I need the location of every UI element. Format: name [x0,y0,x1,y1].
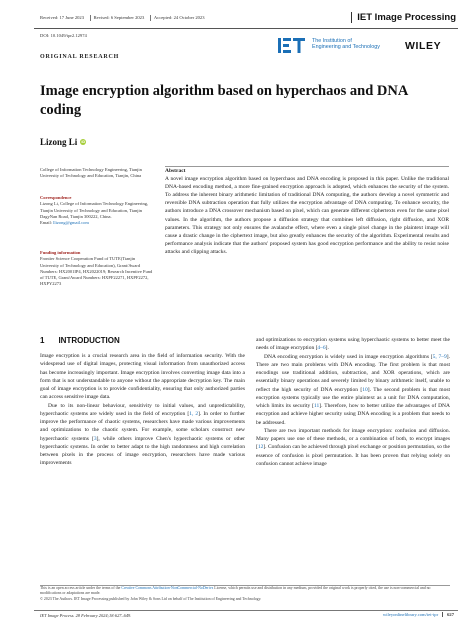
abstract-text: A novel image encryption algorithm based on hyperchaos and DNA encoding is proposed in this paper. Unlike the traditional DNA-based encoding method, a more fine-grained encryption approach is adopted, which enhances the security of the system. To address the inherent binary arithmetic limitation of traditional DNA computing, the authors develop a novel symmetric and reversible DNA subtraction operation that fully utilizes the encryption advantage of DNA computing. To enhance security, the authors introduce a DNA crossover mechanism based on pixel, which can generate different ciphertexts even for the same pixel values. In the algorithm, the authors propose a diffusion strategy that combines left diffusion, right diffusion, and XOR parameters. This strategy not only ensures the avalanche effect, where even a single pixel change in the plaintext image will cause a drastic change in the ciphertext image, but also greatly enhances the security of the algorithm. Experimental results and performance analysis indicate that the authors' proposed system has good encryption performance and the ability to resist noise attacks and clipping attacks. [165,176,449,255]
bottom-rule [34,610,458,611]
correspondence-heading: Correspondence [40,195,72,200]
paragraph-text: Image encryption is a crucial research area in the field of information security. With the widespread use of digital images, protecting visual information from unauthorized access has become increasingly important. Image encryption involves converting image data into a form that is not understandable to anyone without the appropriate decryption key. The main goal of image encryption is to provide confidentiality, ensuring that only authorized parties can access sensitive image data. [40,353,245,401]
journal-url[interactable]: wileyonlinelibrary.com/iet-ipr [382,612,439,617]
divider [150,15,151,21]
paragraph-text: ], while others improve Chen's hyperchaotic systems or other hyperchaotic systems. In order to better adapt to the high randomness and high correlation between pixels in the process of image encryption, researchers have made various improvements [40,435,245,467]
funding-heading: Funding information [40,250,81,255]
divider [90,15,91,21]
funding-text: Frontier Science Cooperation Fund of TUTE(Tianjin University of Technology and Education), Grant/Award Numbers: HX2001IP4, HX2022019; Research Incentive Fund of TUTE, Grant/Award Numbers: HXPF22271, HXPF2272, HXPY2273 [40,256,153,287]
paragraph-text: There are two important methods for image encryption: confusion and diffusion. Many papers use one of these methods, or a combination of both, to encrypt images [ [256,427,450,451]
page-number: 627 [442,612,454,617]
body-paragraph [256,336,450,353]
author-line [40,137,86,147]
iet-line-2: Engineering and Technology [312,44,380,51]
abstract-heading: Abstract [165,168,186,174]
funding-block [40,250,153,288]
orcid-icon[interactable]: iD [81,140,86,144]
article-type: ORIGINAL RESEARCH [40,54,120,60]
iet-name [312,38,380,51]
correspondence-text: Lizong Li, College of Information Technology Engineering, Tianjin University of Technology and Education, Tianjin DagyNan Road, Tianjin 300222, China. [40,201,149,219]
abstract [165,167,449,256]
paragraph-text: ]. The second problem is that most encryption systems typically use the entire plaintext as a unit for DNA computation, which limits its security [ [256,386,451,409]
paragraph-text: ]. Therefore, how to better utilize the advantages of DNA encryption and achieve higher security using DNA encoding is a problem that needs to be addressed. [256,403,450,426]
citation-link[interactable]: 5, 7–9 [432,353,447,360]
section-number: 1 [40,336,45,345]
copyright: © 2023 The Authors. IET Image Processing published by John Wiley & Sons Ltd on behalf of The Institution of Engineering and Technology. [40,596,262,601]
header-rule [34,28,458,29]
divider [351,12,352,23]
author-name[interactable]: Lizong Li [40,137,78,147]
paragraph-text: ]. Confusion can be achieved through pixel exchange or position permutation, so the essence of confusion is pixel permutation. It has been proven that relying solely on confusion cannot achieve image [256,444,450,467]
received-date: Received: 17 June 2023 [40,15,85,21]
article-dates [40,15,208,21]
iet-logo [278,37,308,54]
email-label: Email: [40,220,52,226]
revised-date: Revised: 6 September 2023 [93,15,145,21]
citation-link[interactable]: 12 [257,444,264,451]
citation-link[interactable]: 4–6 [317,345,326,352]
license-link[interactable]: Creative Commons Attribution-NonCommercial-NoDerivs [121,586,214,590]
accepted-date: Accepted: 24 October 2023 [153,15,205,21]
body-paragraph [40,402,245,468]
journal-name-text[interactable]: IET Image Processing [357,12,456,24]
citation-link[interactable]: 10 [362,386,368,393]
paragraph-text: and optimizations to encryption systems using hyperchaotic systems to better meet the needs of image encryption [ [256,337,450,352]
email-link[interactable]: llizong@gmail.com [53,220,89,226]
citation-link[interactable]: 3 [93,435,97,442]
citation: IET Image Process. 28 February 2024;18:627–649. [40,613,132,618]
correspondence-block [40,195,153,226]
section-title: INTRODUCTION [58,336,120,345]
doi[interactable]: DOI: 10.1049/ipr2.12974 [40,33,87,38]
body-column-right [256,336,450,468]
license-text-b: License, which permits use and distribution in any medium, provided the original work is properly cited, the use is non-commercial and no modifications or adaptations are made. [40,586,431,596]
journal-name[interactable] [351,12,456,23]
body-column-left [40,352,245,468]
paragraph-text: ]. There are two main problems with DNA encoding. The first problem is that most encodings use traditional addition, subtraction, and XOR operations, which are essentially binary operations and severely limited by binary arithmetic itself, unable to reflect the high security of DNA encryption [ [256,353,451,393]
body-paragraph [40,352,245,402]
article-title: Image encryption algorithm based on hyperchaos and DNA coding [40,83,408,118]
body-paragraph [256,353,450,427]
citation-link[interactable]: 11 [313,403,320,409]
email-line [40,220,153,226]
section-heading [40,336,120,345]
license-text [40,586,452,597]
citation-link[interactable]: 1, 2 [189,410,199,417]
page-footer [383,612,454,617]
paragraph-text: ]. In order to further improve the performance of chaotic systems, researchers have made various improvements and optimizations to the chaotic system. For example, some scholars construct new hyperchaotic systems [ [40,410,245,442]
license-text-a: This is an open access article under the terms of the [40,586,122,590]
paragraph-text: Due to its non-linear behaviour, sensitivity to initial values, and unpredictability, hyperchaotic systems are widely used in the field of encryption [ [40,402,245,417]
affiliation: College of Information Technology Engineering, Tianjin University of Technology and Education, Tianjin, China [40,167,142,179]
wiley-logo: WILEY [405,40,442,52]
paragraph-text: DNA encoding encryption is widely used in image encryption algorithms [ [264,353,433,360]
license-notice [40,586,452,602]
paragraph-text: ]. [325,345,329,352]
body-paragraph [256,427,450,468]
iet-line-1: The Institution of [312,38,352,44]
